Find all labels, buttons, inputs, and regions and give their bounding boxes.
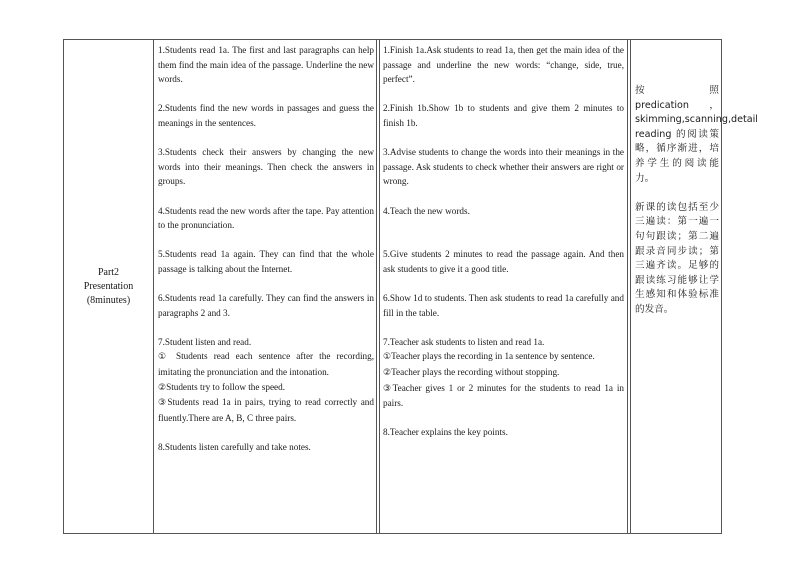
student-step-6: 6.Students read 1a carefully. They can find the answers in paragraphs 2 and 3. bbox=[158, 293, 374, 318]
design-intent-cell bbox=[631, 40, 758, 533]
student-step-7a bbox=[158, 349, 374, 379]
teacher-step-8: 8.Teacher explains the key points. bbox=[383, 427, 508, 438]
teacher-step-2: 2.Finish 1b.Show 1b to students and give them 2 minutes to finish 1b. bbox=[383, 103, 624, 128]
student-step-7a-text: Students read each sentence after the recording, imitating the pronunciation and the intonation. bbox=[158, 351, 374, 378]
teacher-step-1: 1.Finish 1a.Ask students to read 1a, then get the main idea of the passage and underline the new words: “change, side, true, perfect”. bbox=[383, 45, 624, 85]
part-name: Presentation bbox=[83, 280, 134, 292]
student-step-1: 1.Students read 1a. The first and last paragraphs can help them find the main idea of the passage. Underline the new words. bbox=[158, 45, 374, 85]
teacher-step-3: 3.Advise students to change the words into their meanings in the passage. Ask students to check whether their answers are right or wrong. bbox=[383, 147, 624, 187]
teacher-step-7b-text: Teacher plays the recording without stopping. bbox=[391, 367, 560, 378]
teacher-step-4: 4.Teach the new words. bbox=[383, 205, 470, 216]
student-step-7b-text: Students try to follow the speed. bbox=[166, 381, 285, 392]
part-cell bbox=[64, 40, 153, 533]
part-title: Part2 bbox=[97, 266, 120, 278]
lesson-plan-table bbox=[63, 39, 758, 534]
teacher-step-7c bbox=[383, 381, 624, 411]
teacher-step-7a-text: Teacher plays the recording in 1a sentence by sentence. bbox=[391, 351, 595, 362]
design-intent-reading: 按照 predication，skimming,scanning,detail reading 的阅读策略，循序渐进，培养学生的阅读能力。 bbox=[635, 85, 758, 184]
student-step-7b bbox=[158, 380, 374, 396]
student-step-7: 7.Student listen and read. bbox=[158, 336, 252, 347]
column-divider bbox=[153, 40, 154, 533]
circled-2-mark: ② bbox=[158, 382, 167, 393]
teacher-step-7b bbox=[383, 365, 624, 381]
student-step-3: 3.Students check their answers by changing the new words into their meanings. Then check the answers in groups. bbox=[158, 147, 374, 187]
teacher-step-7c-text: Teacher gives 1 or 2 minutes for the students to read 1a in pairs. bbox=[383, 382, 624, 409]
circled-3-mark: ③ bbox=[383, 383, 393, 394]
teacher-step-7: 7.Teacher ask students to listen and read 1a. bbox=[383, 336, 545, 347]
student-activities-cell bbox=[155, 40, 377, 533]
circled-2-mark: ② bbox=[383, 368, 392, 379]
design-intent-practice: 新课的读包括至少三遍读：第一遍一句句跟读；第二遍跟录音同步读；第三遍齐读。足够的跟读练习能够让学生感知和体验标准的发音。 bbox=[635, 201, 719, 315]
student-step-8: 8.Students listen carefully and take notes. bbox=[158, 442, 311, 453]
student-step-2: 2.Students find the new words in passages and guess the meanings in the sentences. bbox=[158, 103, 374, 128]
teacher-step-7a bbox=[383, 349, 624, 365]
teacher-activities-cell bbox=[380, 40, 627, 533]
circled-3-mark: ③ bbox=[158, 398, 168, 409]
teacher-step-6: 6.Show 1d to students. Then ask students to read 1a carefully and fill in the table. bbox=[383, 293, 624, 318]
circled-1-mark: ① bbox=[158, 352, 170, 363]
student-step-5: 5.Students read 1a again. They can find that the whole passage is talking about the Internet. bbox=[158, 249, 374, 274]
student-step-4: 4.Students read the new words after the tape. Pay attention to the pronunciation. bbox=[158, 205, 374, 231]
student-step-7c bbox=[158, 395, 374, 425]
circled-1-mark: ① bbox=[383, 352, 392, 363]
teacher-step-5: 5.Give students 2 minutes to read the passage again. And then ask students to give it a good title. bbox=[383, 249, 624, 274]
student-step-7c-text: Students read 1a in pairs, trying to read correctly and fluently.There are A, B, C three pairs. bbox=[158, 397, 374, 423]
part-duration: (8minutes) bbox=[86, 294, 131, 306]
